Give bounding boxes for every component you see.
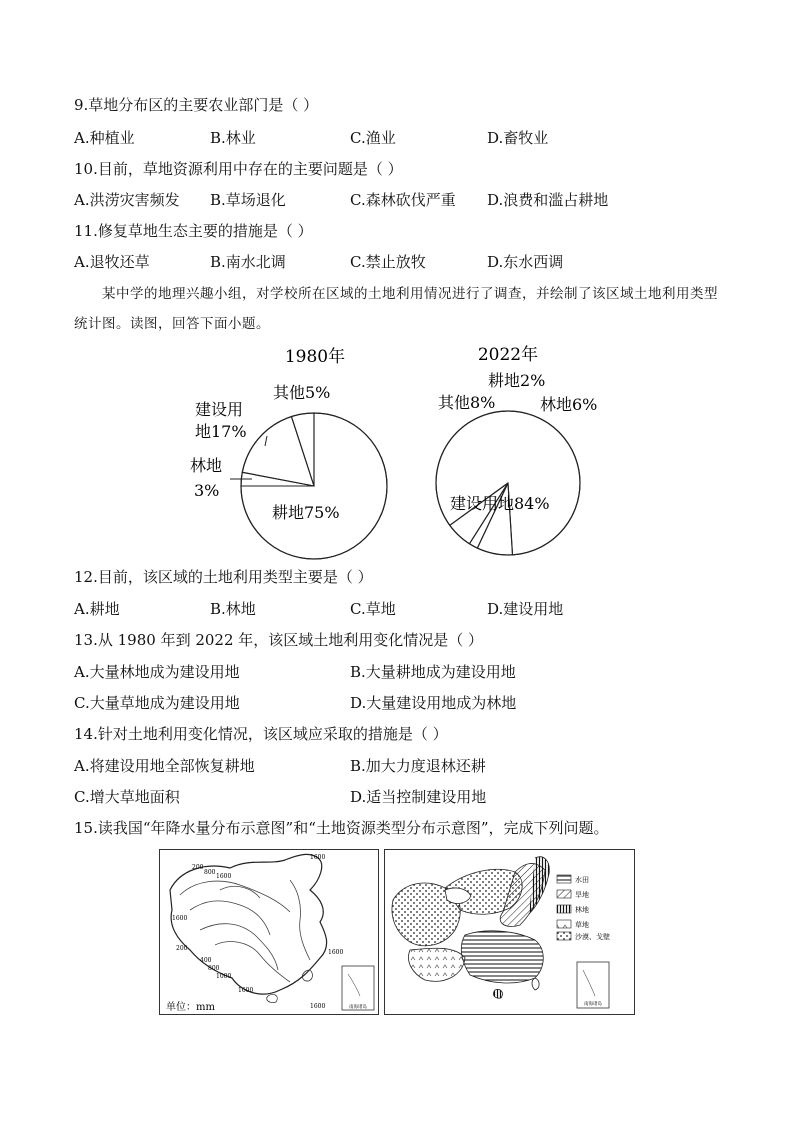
region-paddy-south [461,931,543,983]
pie-chart-2022 [436,411,580,555]
q11-option-d: D.东水西调 [487,253,564,271]
taiwan-outline [532,978,539,990]
intro-paragraph [74,279,724,339]
contour-label: 800 [208,965,220,972]
legend-swatch-forest [557,905,571,913]
contour-label: 1600 [216,873,232,880]
contour-label: 400 [200,957,212,964]
intro-text: 某中学的地理兴趣小组，对学校所在区域的土地利用情况进行了调查，并绘制了该区域土地利用类型统计图。读图，回答下面小题。 [74,286,718,332]
q10-option-d: D.浪费和滥占耕地 [487,191,609,209]
q13-option-d: D.大量建设用地成为林地 [350,694,517,712]
pie-1980-label-forest-line1: 林地 [190,456,223,475]
legend-label-forest: 林地 [575,906,589,914]
contour-label: 1600 [328,949,344,956]
pie-1980-label-build-line2: 地17% [195,422,247,441]
q9-option-c: C.渔业 [350,129,396,147]
pie-2022-label-other: 其他8% [438,393,496,412]
pie-1980-label-build-line1: 建设用 [195,400,244,419]
contour-label: 1600 [310,854,326,861]
inset-box [342,966,374,1010]
q9-option-b: B.林业 [210,129,256,147]
precipitation-unit-label: 单位：mm [166,1002,215,1013]
isohyet-line [290,880,310,960]
q13-option-a: A.大量林地成为建设用地 [74,663,240,681]
q12-option-a: A.耕地 [74,600,120,618]
contour-label: 1600 [310,1003,326,1010]
q12-stem: 12.目前，该区域的土地利用类型主要是（ ） [74,568,373,586]
isohyet-line [220,886,260,898]
pie-charts [170,338,630,563]
q14-option-d: D.适当控制建设用地 [350,788,487,806]
hainan-outline [493,989,502,998]
pie-1980-label-other: 其他5% [273,383,331,402]
q11-option-c: C.禁止放牧 [350,253,426,271]
precipitation-map [159,849,379,1015]
land-resource-map [384,849,635,1015]
pie-1980-label-farm: 耕地75% [272,503,340,522]
q9-option-d: D.畜牧业 [487,129,549,147]
contour-label: 800 [204,869,216,876]
pie-2022-label-build: 建设用地84% [450,494,550,513]
q11-stem: 11.修复草地生态主要的措施是（ ） [74,222,313,240]
q10-stem: 10.目前，草地资源利用中存在的主要问题是（ ） [74,160,403,178]
hainan-outline [267,994,278,1002]
inset-label: 南海诸岛 [584,1002,602,1007]
legend-swatch-dryland [557,890,571,898]
contour-label: 1000 [216,973,232,980]
contour-label: 1600 [238,987,254,994]
pie-2022-label-forest: 林地6% [540,395,598,414]
q14-option-a: A.将建设用地全部恢复耕地 [74,757,255,775]
q14-option-b: B.加大力度退林还耕 [350,757,486,775]
contour-label: 200 [192,864,204,871]
legend-swatch-desert [557,932,571,940]
legend-swatch-paddy [557,875,571,883]
land-resource-map-drawing [385,850,634,1014]
pie-2022-title: 2022年 [477,345,539,365]
contour-label: 1600 [172,915,188,922]
q12-option-c: C.草地 [350,600,396,618]
q15-stem: 15.读我国“年降水量分布示意图”和“土地资源类型分布示意图”，完成下列问题。 [74,819,609,837]
q9-option-a: A.种植业 [74,129,135,147]
q13-option-b: B.大量耕地成为建设用地 [350,663,516,681]
isohyet-line [190,901,270,935]
isohyet-line [200,924,278,970]
pie-chart-1980 [241,413,387,559]
q10-option-b: B.草场退化 [210,191,286,209]
map-legend [557,875,610,941]
legend-label-desert: 沙漠、戈壁 [575,933,610,941]
q13-stem: 13.从 1980 年到 2022 年，该区域土地利用变化情况是（ ） [74,631,484,649]
q12-option-d: D.建设用地 [487,600,564,618]
legend-label-grassland: 草地 [575,921,589,929]
precipitation-map-drawing [160,850,378,1014]
inset-label: 南海诸岛 [349,1005,367,1010]
q14-option-c: C.增大草地面积 [74,788,180,806]
q11-option-a: A.退牧还草 [74,253,150,271]
contour-label: 200 [176,945,188,952]
pie-2022-label-farm: 耕地2% [488,371,546,390]
legend-label-dryland: 旱地 [575,891,589,899]
q13-option-c: C.大量草地成为建设用地 [74,694,240,712]
legend-swatch-grassland [557,920,571,928]
legend-label-paddy: 水田 [575,876,589,884]
q12-option-b: B.林地 [210,600,256,618]
region-grassland-tibet [408,948,465,981]
q10-option-a: A.洪涝灾害频发 [74,191,180,209]
pie-1980-title: 1980年 [284,347,346,367]
isohyet-line [180,881,290,912]
q11-option-b: B.南水北调 [210,253,286,271]
q14-stem: 14.针对土地利用变化情况，该区域应采取的措施是（ ） [74,725,448,743]
q9-stem: 9.草地分布区的主要农业部门是（ ） [74,96,319,114]
q10-option-c: C.森林砍伐严重 [350,191,456,209]
pie-1980-label-forest-line2: 3% [194,481,220,500]
